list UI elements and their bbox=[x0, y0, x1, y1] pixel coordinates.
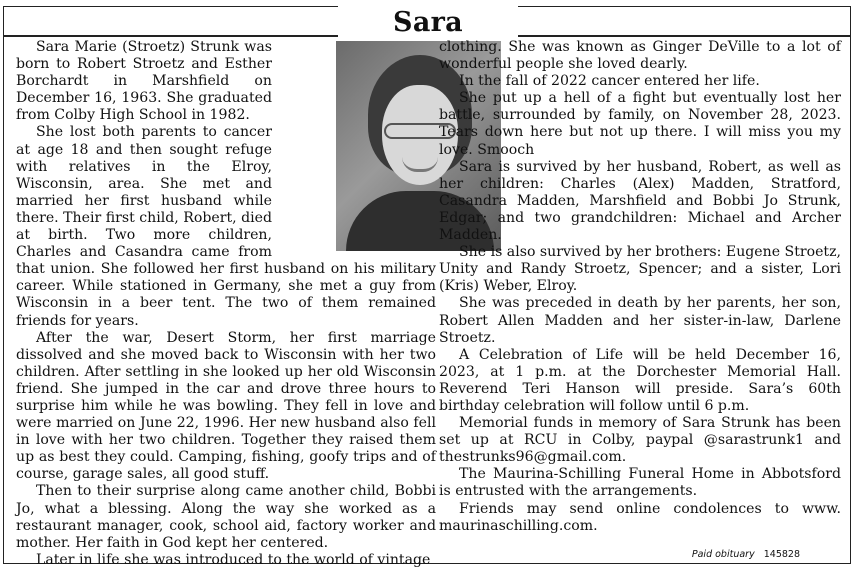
paragraph: Memorial funds in memory of Sara Strunk has been set up at RCU in Colby, paypal @sarastrunk1 and thestrunks96@gmail.com. bbox=[439, 415, 841, 466]
right-column bbox=[439, 39, 841, 535]
paid-obituary-note bbox=[692, 549, 800, 560]
left-column bbox=[16, 39, 436, 569]
paragraph: The Maurina-Schilling Funeral Home in Abbotsford is entrusted with the arrangements. bbox=[439, 466, 841, 500]
title-rule-right bbox=[517, 35, 851, 37]
title-rule-left bbox=[3, 35, 339, 37]
paragraph: Sara Marie (Stroetz) Strunk was born to Robert Stroetz and Esther Borchardt in Marshfield on December 16, 1963. She graduated from Colby High School in 1982. bbox=[16, 39, 272, 124]
paragraph: A Celebration of Life will be held December 16, 2023, at 1 p.m. at the Dorchester Memorial Hall. Reverend Teri Hanson will preside. Sara’s 60th birthday celebration will follow until 6 p.m. bbox=[439, 346, 841, 414]
paragraph: In the fall of 2022 cancer entered her life. bbox=[459, 73, 760, 90]
paragraph: Then to their surprise along came another child, Bobbi Jo, what a blessing. Along the way she worked as a restaurant manager, cook, school aid, factory worker and mother. Her faith in God kept her centered. bbox=[16, 483, 436, 551]
paragraph: After the war, Desert Storm, her first marriage dissolved and she moved back to Wisconsin with her two children. After settling in she looked up her old Wisconsin friend. She jumped in the car and drove three hours to surprise him while he was bowling. They fell in love and were married on June 22, 1996. Her new husband also fell in love with her two children. Together they raised them up as best they could. Camping, fishing, goofy trips and of course, garage sales, all good stuff. bbox=[16, 329, 436, 483]
paragraph: She was preceded in death by her parents, her son, Robert Allen Madden and her sister-in-law, Darlene Stroetz. bbox=[439, 295, 841, 346]
paragraph-continuation: clothing. She was known as Ginger DeVille to a lot of wonderful people she loved dearly. bbox=[439, 39, 841, 73]
paragraph: Friends may send online condolences to www. maurinaschilling.com. bbox=[439, 500, 841, 534]
paragraph: Sara is survived by her husband, Robert, as well as her children: Charles (Alex) Madden, Stratford, Casandra Madden, Marshfield and Bobbi Jo Strunk, Edgar; and two grandchildren: Michael and Archer Madden. bbox=[439, 158, 841, 244]
paragraph: She is also survived by her brothers: Eugene Stroetz, Unity and Randy Stroetz, Spencer; and a sister, Lori (Kris) Weber, Elroy. bbox=[439, 244, 841, 295]
obituary-title: Sara bbox=[338, 4, 518, 42]
paid-obituary-label: Paid obituary bbox=[691, 549, 755, 560]
paragraph: She lost both parents to cancer at age 18 and then sought refuge with relatives in the Elroy, Wisconsin, area. She met and married her first husband while there. Their first child, Robert, died at birth. Two more children, Charles and Casandra came from that union. She followed her first husband on his military career. While stationed in Germany, she met a guy from Wisconsin in a beer tent. The two of them remained friends for years. bbox=[16, 124, 436, 329]
obituary-number: 145828 bbox=[763, 549, 800, 560]
paragraph: She put up a hell of a fight but eventually lost her battle, surrounded by family, on November 28, 2023. Tears down here but not up there. I will miss you my love. Smooch bbox=[439, 90, 841, 158]
paragraph: Later in life she was introduced to the world of vintage bbox=[36, 551, 431, 568]
